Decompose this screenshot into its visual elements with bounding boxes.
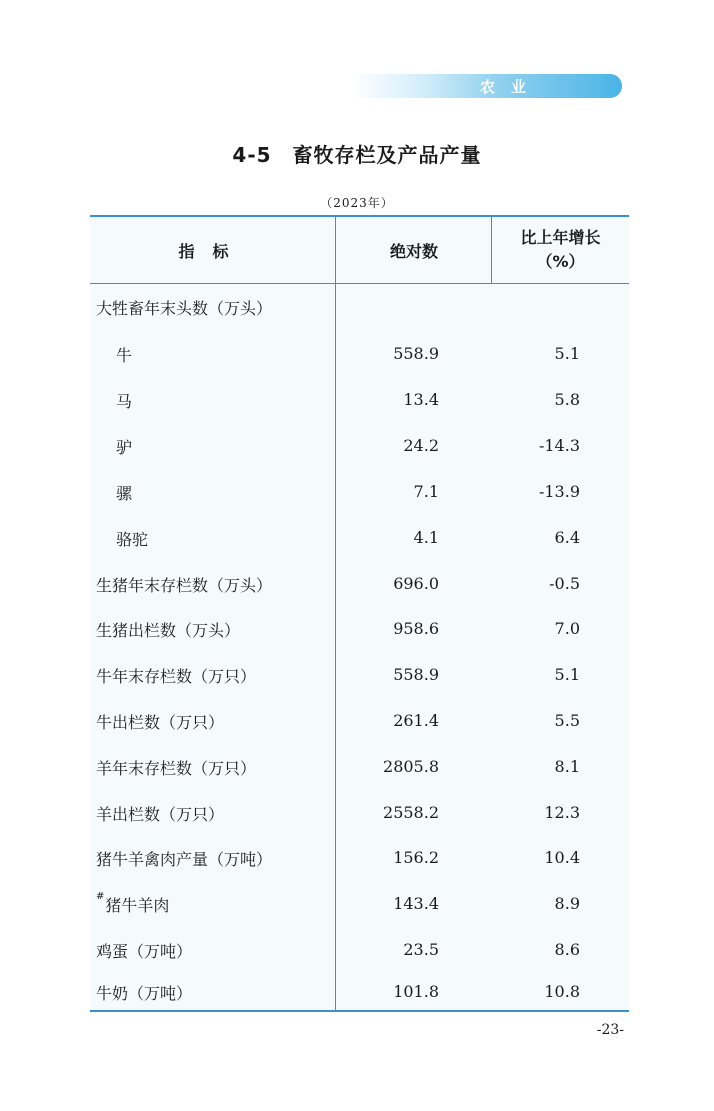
row-label-text: 牛奶（万吨） (96, 984, 193, 1003)
table-row (90, 477, 629, 507)
growth-value: 5.8 (554, 390, 580, 409)
row-label (96, 802, 224, 825)
row-label (96, 939, 192, 962)
row-label (96, 664, 256, 687)
table-subtitle: （2023年） (320, 196, 394, 210)
table-row (90, 935, 629, 965)
row-label-text: 大牲畜年末头数（万头） (96, 299, 273, 318)
absolute-value: 696.0 (393, 574, 439, 593)
header-growth-line1: 比上年增长 (520, 228, 601, 247)
table-header (90, 217, 629, 284)
absolute-value: 7.1 (413, 482, 439, 501)
table-row (90, 292, 629, 322)
growth-value: 10.8 (544, 982, 580, 1001)
data-table (90, 215, 629, 1012)
header-growth-line2: （%） (536, 252, 585, 271)
row-label-text: 生猪出栏数（万头） (96, 621, 241, 640)
row-label-text: 羊年末存栏数（万只） (96, 759, 257, 778)
row-label (116, 389, 132, 412)
growth-value: 5.5 (554, 711, 580, 730)
row-label (96, 296, 272, 319)
row-label (116, 435, 132, 458)
absolute-value: 24.2 (403, 436, 439, 455)
row-label-text: 牛年末存栏数（万只） (96, 667, 257, 686)
header-absolute: 绝对数 (389, 241, 438, 261)
table-row (90, 431, 629, 461)
table-row (90, 569, 629, 599)
absolute-value: 13.4 (403, 390, 439, 409)
growth-value: -13.9 (538, 482, 580, 501)
table-row (90, 843, 629, 873)
row-label-text: 羊出栏数（万只） (96, 805, 225, 824)
absolute-value: 958.6 (393, 619, 439, 638)
page-title: 4-5 畜牧存栏及产品产量 (232, 143, 482, 167)
absolute-value: 4.1 (413, 528, 439, 547)
row-label (116, 481, 132, 504)
header-indicator: 指标 (178, 241, 247, 261)
row-label-text: 鸡蛋（万吨） (96, 942, 193, 961)
table-row (90, 385, 629, 415)
row-label (96, 847, 272, 870)
growth-value: 7.0 (554, 619, 580, 638)
absolute-value: 23.5 (403, 940, 439, 959)
page-number: -23- (596, 1022, 624, 1038)
row-label (96, 710, 224, 733)
row-label (116, 527, 148, 550)
row-label-text: 猪牛羊禽肉产量（万吨） (96, 850, 273, 869)
absolute-value: 558.9 (393, 344, 439, 363)
absolute-value: 156.2 (393, 848, 439, 867)
section-tab (352, 74, 622, 98)
row-label (96, 981, 192, 1004)
table-row (90, 977, 629, 1007)
growth-value: -14.3 (538, 436, 580, 455)
growth-value: 8.6 (554, 940, 580, 959)
table-row (90, 706, 629, 736)
absolute-value: 101.8 (393, 982, 439, 1001)
growth-value: 8.9 (554, 894, 580, 913)
row-label (116, 343, 132, 366)
table-row (90, 523, 629, 553)
growth-value: 8.1 (554, 757, 580, 776)
row-label-text: 牛出栏数（万只） (96, 713, 225, 732)
row-label (96, 893, 169, 916)
growth-value: 6.4 (554, 528, 580, 547)
absolute-value: 261.4 (393, 711, 439, 730)
growth-value: 12.3 (544, 803, 580, 822)
row-label-text: 骆驼 (116, 530, 149, 549)
table-row (90, 339, 629, 369)
column-divider-2 (491, 217, 492, 283)
growth-value: 10.4 (544, 848, 580, 867)
absolute-value: 2558.2 (383, 803, 439, 822)
section-label: 农业 (480, 78, 543, 96)
absolute-value: 2805.8 (383, 757, 439, 776)
row-label-text: 骡 (116, 484, 133, 503)
row-label-text: 牛 (116, 346, 133, 365)
row-label-text: 驴 (116, 438, 133, 457)
header-growth (492, 217, 629, 283)
absolute-value: 143.4 (393, 894, 439, 913)
table-row (90, 660, 629, 690)
growth-value: 5.1 (554, 665, 580, 684)
row-label-text: 马 (116, 392, 133, 411)
growth-value: -0.5 (549, 574, 580, 593)
subtotal-marker: # (96, 891, 105, 902)
row-label (96, 573, 272, 596)
table-row (90, 798, 629, 828)
row-label (96, 756, 256, 779)
table-row (90, 614, 629, 644)
row-label (96, 618, 240, 641)
absolute-value: 558.9 (393, 665, 439, 684)
growth-value: 5.1 (554, 344, 580, 363)
row-label-text: 猪牛羊肉 (105, 896, 170, 915)
row-label-text: 生猪年末存栏数（万头） (96, 576, 273, 595)
table-row (90, 889, 629, 919)
table-row (90, 752, 629, 782)
